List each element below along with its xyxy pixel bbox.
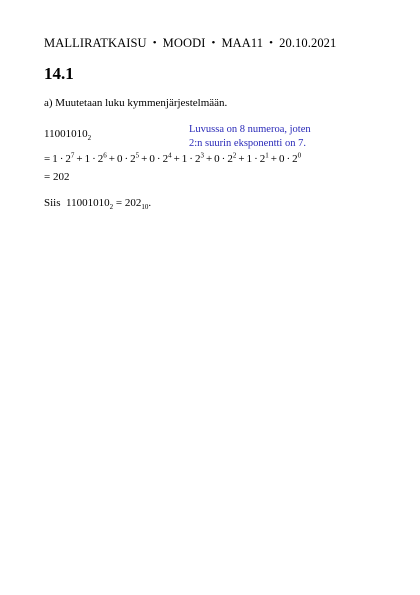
handwritten-annotation <box>189 123 311 151</box>
annotation-line-1: Luvussa on 8 numeroa, joten <box>189 124 311 135</box>
multiplication-dot: · <box>156 153 161 165</box>
conclusion-equals: = <box>115 197 123 209</box>
term-base: 2 <box>194 153 201 165</box>
binary-number <box>44 128 92 143</box>
header-label-course: MAA11 <box>221 36 264 50</box>
term-coefficient: 1 <box>246 153 253 165</box>
bullet-separator: • <box>269 37 274 49</box>
term-exponent: 5 <box>135 151 140 160</box>
header-label-type: MALLIRATKAISU <box>44 36 147 50</box>
bullet-separator: • <box>211 37 216 49</box>
plus-sign: + <box>270 153 277 165</box>
term-coefficient: 1 <box>181 153 188 165</box>
expansion-term <box>279 153 301 165</box>
expansion-term <box>149 153 171 165</box>
header-label-book: MOODI <box>162 36 206 50</box>
power-expansion <box>44 153 301 165</box>
binary-digits: 11001010 <box>44 128 88 140</box>
multiplication-dot: · <box>254 153 258 165</box>
plus-sign: + <box>238 153 245 165</box>
expansion-equals: = <box>44 153 51 165</box>
term-coefficient: 0 <box>117 153 123 165</box>
term-coefficient: 1 <box>52 153 58 165</box>
plus-sign: + <box>173 153 180 165</box>
term-exponent: 6 <box>103 151 107 160</box>
conclusion-decimal-digits: 202 <box>124 197 142 209</box>
annotation-line-2: 2:n suurin eksponentti on 7. <box>189 138 306 149</box>
term-exponent: 2 <box>232 151 237 160</box>
conclusion <box>44 197 152 212</box>
term-base: 2 <box>65 153 71 165</box>
term-coefficient: 0 <box>278 153 285 165</box>
multiplication-dot: · <box>189 153 193 165</box>
expansion-term <box>52 153 74 165</box>
term-base: 2 <box>97 153 104 165</box>
expansion-term <box>247 153 269 165</box>
conclusion-decimal-base: 10 <box>141 203 149 212</box>
multiplication-dot: · <box>221 153 226 165</box>
task-text: a) Muutetaan luku kymmenjärjestelmään. <box>44 97 228 109</box>
term-exponent: 7 <box>70 151 75 160</box>
term-base: 2 <box>227 153 233 165</box>
page-header <box>44 36 336 51</box>
term-exponent: 3 <box>200 151 204 160</box>
term-coefficient: 0 <box>214 153 220 165</box>
plus-sign: + <box>76 153 83 165</box>
multiplication-dot: · <box>286 153 291 165</box>
conclusion-period: . <box>148 197 152 209</box>
conclusion-binary-base: 2 <box>109 203 114 212</box>
term-base: 2 <box>259 153 266 165</box>
expansion-term <box>85 153 107 165</box>
multiplication-dot: · <box>59 153 64 165</box>
term-exponent: 0 <box>297 151 302 160</box>
binary-base: 2 <box>87 134 92 143</box>
bullet-separator: • <box>152 37 157 49</box>
expansion-term <box>117 153 139 165</box>
exercise-title: 14.1 <box>44 64 74 83</box>
plus-sign: + <box>108 153 115 165</box>
term-coefficient: 0 <box>149 153 155 165</box>
conclusion-binary-digits: 11001010 <box>66 197 110 209</box>
multiplication-dot: · <box>124 153 129 165</box>
term-exponent: 4 <box>168 151 172 160</box>
plus-sign: + <box>205 153 213 165</box>
expansion-term <box>214 153 236 165</box>
plus-sign: + <box>141 153 148 165</box>
conclusion-prefix: Siis <box>44 197 61 209</box>
header-label-date: 20.10.2021 <box>279 36 337 50</box>
expansion-term <box>182 153 204 165</box>
term-base: 2 <box>130 153 136 165</box>
multiplication-dot: · <box>92 153 96 165</box>
term-coefficient: 1 <box>84 153 91 165</box>
term-exponent: 1 <box>265 151 269 160</box>
term-base: 2 <box>292 153 298 165</box>
decimal-result: = 202 <box>44 171 70 183</box>
term-base: 2 <box>162 153 169 165</box>
